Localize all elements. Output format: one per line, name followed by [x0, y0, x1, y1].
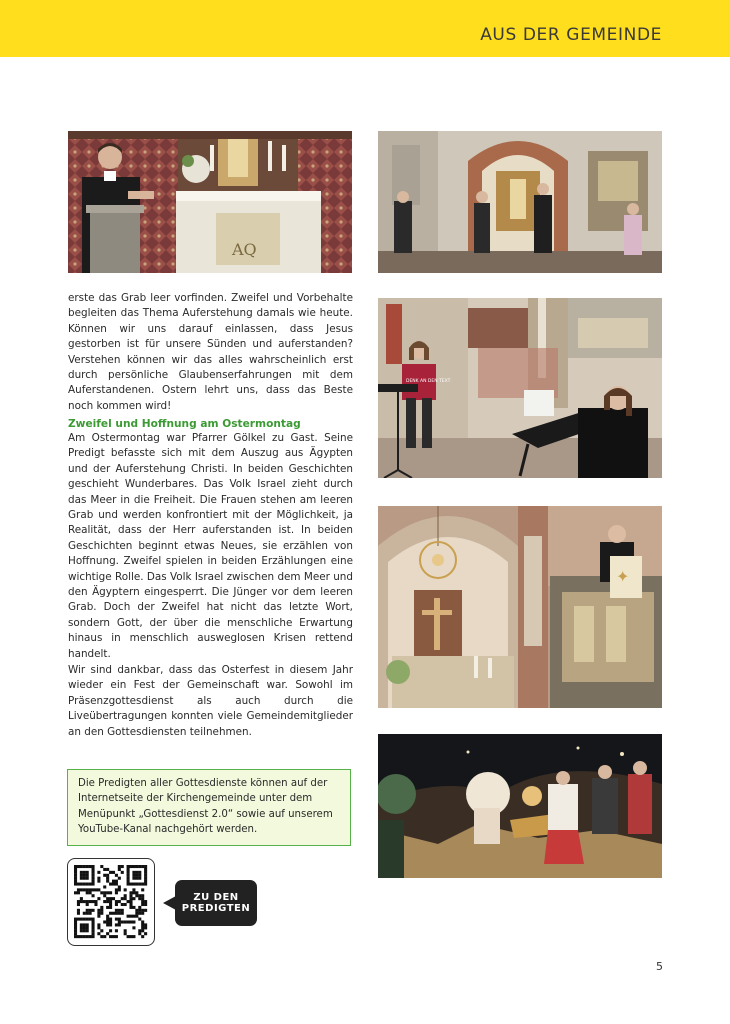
- article-column-3: [68, 663, 353, 740]
- section-header: [0, 0, 730, 57]
- article-paragraph-1: erste das Grab leer vorfinden. Zweifel und Vorbehalte begleiten das Thema Auferstehung damals wie heute. Können wir uns darauf einlassen, dass Jesus gestorben ist für unsere Sünden und auferstanden? Verstehen können wir das alles wahrscheinlich erst durch persönliche Glaubenserfahrungen mit dem Auferstandenen. Ostern lehrt uns, dass das Beste noch kommen wird!: [68, 292, 353, 412]
- photo-nativity: [378, 734, 662, 878]
- section-title: AUS DER GEMEINDE: [480, 25, 662, 45]
- to-sermons-callout: [175, 880, 257, 926]
- photo-altar-pulpit-image: [378, 506, 662, 708]
- article-column-2: [68, 431, 353, 662]
- callout-line-1: ZU DEN: [193, 892, 239, 903]
- photo-church-service-image: [378, 131, 662, 273]
- article-paragraph-3: Wir sind dankbar, dass das Osterfest in diesem Jahr wieder ein Fest der Gemeinschaft war. Sowohl im Präsenzgottesdienst als auch durch die Liveübertragungen konnten viele Gemeindemitglieder an den Gottesdiensten teilnehmen.: [68, 664, 353, 738]
- sermon-info-box: [67, 769, 351, 846]
- altar-cloth-text: AQ: [232, 240, 257, 259]
- qr-code-icon[interactable]: [67, 858, 155, 946]
- page-number: 5: [656, 960, 663, 973]
- photo-church-service: [378, 131, 662, 273]
- article-subheading: Zweifel und Hoffnung am Ostermontag: [68, 418, 301, 430]
- photo-pastor-altar-image: [68, 131, 352, 273]
- photo-nativity-image: [378, 734, 662, 878]
- callout-line-2: PREDIGTEN: [181, 903, 251, 914]
- article-column: [68, 291, 353, 414]
- photo-musicians: [378, 298, 662, 478]
- photo-musicians-image: [378, 298, 662, 478]
- photo-altar-pulpit: [378, 506, 662, 708]
- svg-text:✦: ✦: [616, 567, 630, 586]
- photo-pastor-altar: [68, 131, 352, 273]
- sweater-text: DENK AN DEN TEXT: [406, 379, 451, 384]
- sermon-info-text: Die Predigten aller Gottesdienste können auf der Internetseite der Kirchengemeinde unter dem Menüpunkt „Gottesdienst 2.0“ sowie auf unserem YouTube-Kanal nachgehört werden.: [78, 778, 333, 836]
- qr-code-pattern: [68, 859, 153, 944]
- article-paragraph-2: Am Ostermontag war Pfarrer Gölkel zu Gast. Seine Predigt befasste sich mit dem Auszug aus Ägypten und der Auferstehung Christi. In beiden Geschichten geschieht Wunderbares. Das Volk Israel zieht durch das Meer in die Freiheit. Die Frauen stehen am leeren Grab und werden konfrontiert mit der Möglichkeit, ja Realität, dass der Herr auferstanden ist. In beiden Geschichten beginnt etwas Neues, sie erzählen von Hoffnung. Zweifel spielen in beiden Erzählungen eine wichtige Rolle. Das Volk Israel zwischen dem Meer und den Ägyptern eingesperrt. Die Jünger vor dem leeren Grab. Doch der Zweifel hat nicht das letzte Wort, sondern Gott, der über die menschliche Erwartung hinaus in menschlich ausweglosen Krisen rettend handelt.: [68, 432, 353, 660]
